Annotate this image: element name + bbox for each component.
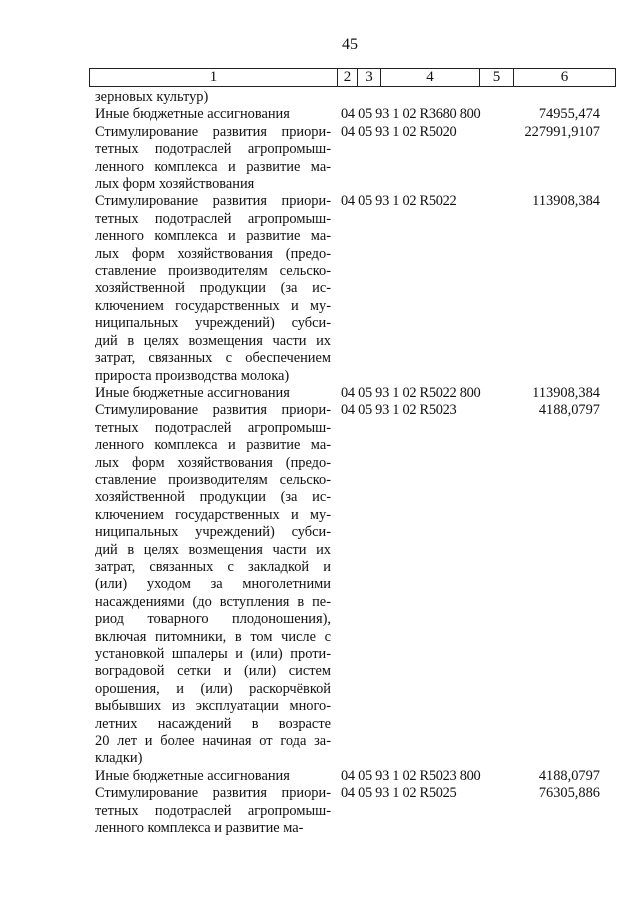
description-line: выбывших из эксплуатации много- bbox=[95, 698, 331, 715]
table-row bbox=[95, 106, 610, 123]
description-line: Иные бюджетные ассигнования bbox=[95, 106, 290, 123]
table-row bbox=[95, 89, 610, 106]
description-line: летних насаждений в возрасте bbox=[95, 715, 331, 732]
description-line: Стимулирование развития приори- bbox=[95, 193, 331, 210]
row-description bbox=[95, 106, 331, 123]
row-description bbox=[95, 402, 331, 768]
description-line: Стимулирование развития приори- bbox=[95, 402, 331, 419]
description-line: хозяйственной продукции (за ис- bbox=[95, 280, 331, 297]
budget-code: 04 05 93 1 02 R3680 800 bbox=[341, 106, 481, 123]
description-line: воградовой сетки и (или) систем bbox=[95, 663, 331, 680]
table-row bbox=[95, 193, 610, 384]
column-header-2: 2 bbox=[338, 69, 358, 87]
description-line: лых форм хозяйствования (предо- bbox=[95, 454, 331, 471]
amount: 4188,0797 bbox=[538, 402, 600, 419]
description-line: ставление производителям сельско- bbox=[95, 471, 331, 488]
description-line: лых форм хозяйствования bbox=[95, 176, 255, 193]
budget-code: 04 05 93 1 02 R5022 bbox=[341, 193, 457, 210]
description-line: дий в целях возмещения части их bbox=[95, 332, 331, 349]
description-line: 20 лет и более начиная от года за- bbox=[95, 733, 331, 750]
description-line: насаждениями (до вступления в пе- bbox=[95, 593, 331, 610]
description-line: ставление производителям сельско- bbox=[95, 263, 331, 280]
budget-code: 04 05 93 1 02 R5023 800 bbox=[341, 767, 481, 784]
budget-code: 04 05 93 1 02 R5023 bbox=[341, 402, 457, 419]
table-row bbox=[95, 768, 610, 785]
description-line: затрат, связанных с закладкой и bbox=[95, 558, 331, 575]
column-header-4: 4 bbox=[381, 69, 480, 87]
column-header-1: 1 bbox=[90, 69, 338, 87]
description-line: установкой шпалеры и (или) проти- bbox=[95, 646, 331, 662]
column-header-6: 6 bbox=[514, 69, 616, 87]
amount: 113908,384 bbox=[532, 193, 600, 210]
description-line: тетных подотраслей агропромыш- bbox=[95, 802, 331, 819]
page-number: 45 bbox=[342, 36, 358, 53]
description-line: кладки) bbox=[95, 750, 143, 767]
description-line: (или) уходом за многолетними bbox=[95, 576, 331, 593]
description-line: ключением государственных и му- bbox=[95, 297, 331, 314]
amount: 76305,886 bbox=[538, 785, 600, 802]
description-line: тетных подотраслей агропромыш- bbox=[95, 419, 331, 436]
description-line: Иные бюджетные ассигнования bbox=[95, 767, 290, 784]
row-description bbox=[95, 89, 331, 106]
description-line: лых форм хозяйствования (предо- bbox=[95, 245, 331, 262]
amount: 74955,474 bbox=[538, 106, 600, 123]
table-row bbox=[95, 385, 610, 402]
description-line: ленного комплекса и развитие ма- bbox=[95, 820, 304, 837]
description-line: ниципальных учреждений) субси- bbox=[95, 524, 331, 541]
description-line: Стимулирование развития приори- bbox=[95, 123, 331, 140]
description-line: Иные бюджетные ассигнования bbox=[95, 384, 290, 401]
table-row bbox=[95, 785, 610, 837]
table-row bbox=[95, 124, 610, 194]
row-description bbox=[95, 124, 331, 194]
budget-code: 04 05 93 1 02 R5020 bbox=[341, 123, 457, 140]
column-header-3: 3 bbox=[358, 69, 381, 87]
amount: 4188,0797 bbox=[538, 767, 600, 784]
description-line: ленного комплекса и развитие ма- bbox=[95, 228, 331, 245]
description-line: ленного комплекса и развитие ма- bbox=[95, 437, 331, 454]
description-line: риод товарного плодоношения), bbox=[95, 611, 331, 628]
row-description bbox=[95, 768, 331, 785]
description-line: Стимулирование развития приори- bbox=[95, 785, 331, 802]
description-line: хозяйственной продукции (за ис- bbox=[95, 489, 331, 506]
budget-code: 04 05 93 1 02 R5025 bbox=[341, 785, 457, 802]
description-line: ключением государственных и му- bbox=[95, 506, 331, 523]
description-line: дий в целях возмещения части их bbox=[95, 541, 331, 558]
amount: 227991,9107 bbox=[524, 123, 600, 140]
column-header-5: 5 bbox=[480, 69, 514, 87]
description-line: прироста производства молока) bbox=[95, 367, 290, 384]
column-header-table bbox=[89, 68, 616, 87]
description-line: орошения, и (или) раскорчёвкой bbox=[95, 680, 331, 697]
description-line: ниципальных учреждений) субси- bbox=[95, 315, 331, 332]
description-line: затрат, связанных с обеспечением bbox=[95, 350, 331, 367]
budget-code: 04 05 93 1 02 R5022 800 bbox=[341, 384, 481, 401]
description-line: включая питомники, в том числе с bbox=[95, 628, 331, 645]
table-row bbox=[95, 402, 610, 768]
description-line: зерновых культур) bbox=[95, 89, 209, 105]
amount: 113908,384 bbox=[532, 384, 600, 401]
row-description bbox=[95, 785, 331, 837]
description-line: ленного комплекса и развитие ма- bbox=[95, 158, 331, 175]
row-description bbox=[95, 385, 331, 402]
description-line: тетных подотраслей агропромыш- bbox=[95, 210, 331, 227]
budget-table-body bbox=[95, 89, 610, 837]
description-line: тетных подотраслей агропромыш- bbox=[95, 141, 331, 158]
row-description bbox=[95, 193, 331, 384]
